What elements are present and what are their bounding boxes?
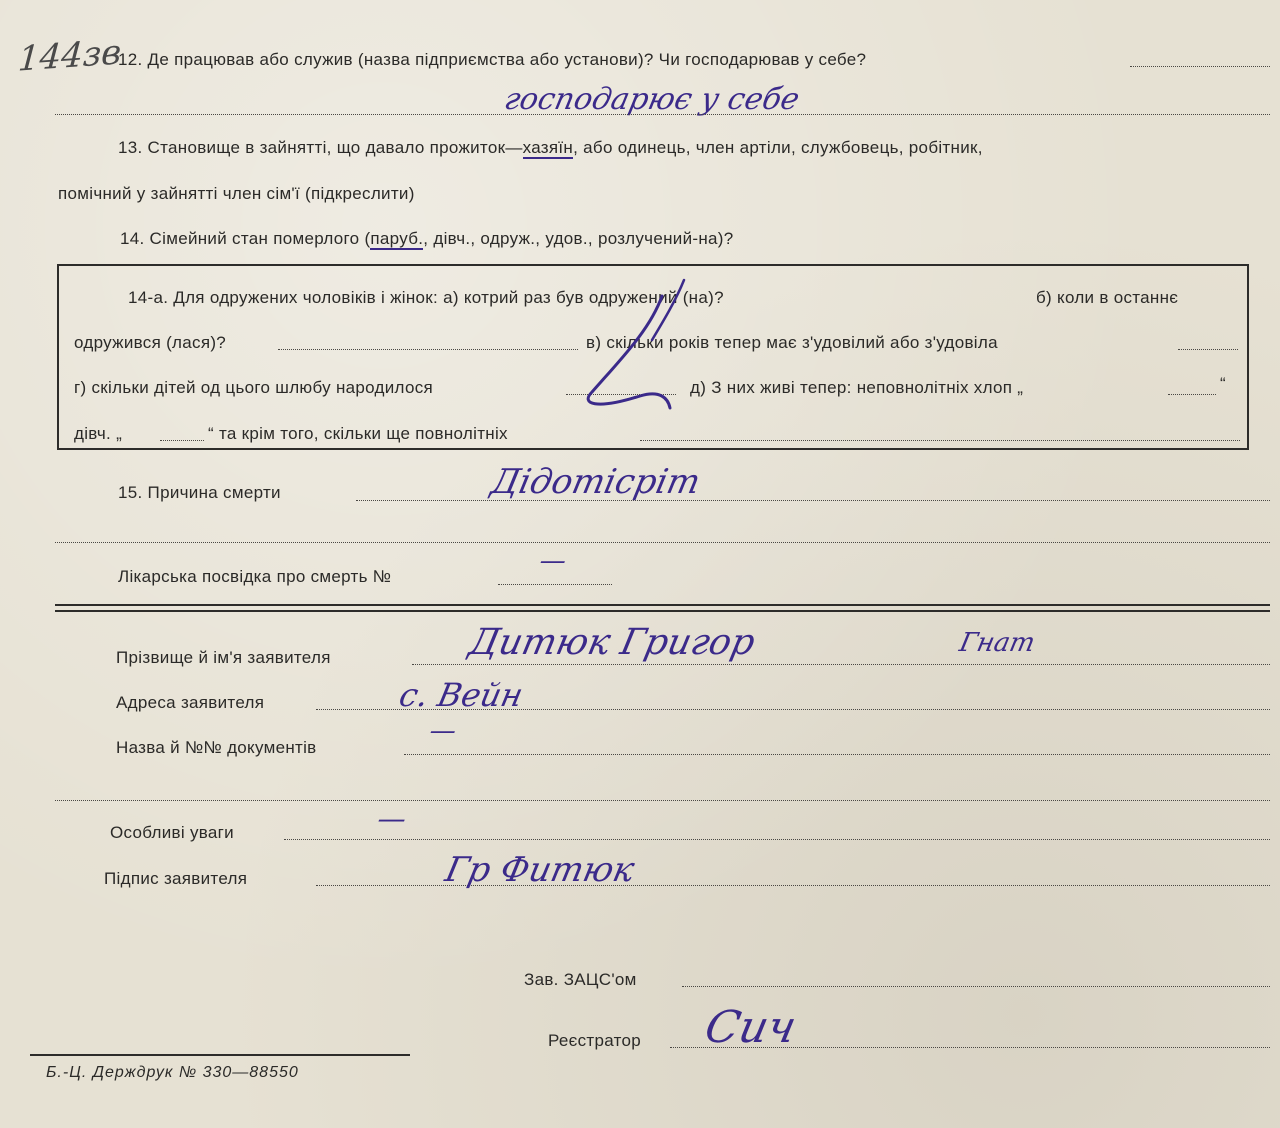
head-label: Зав. ЗАЦС'ом [524, 970, 637, 989]
printer-line: Б.-Ц. Держдрук № 330—88550 [46, 1064, 299, 1081]
applicant-name-label: Прізвище й ім'я заявителя [116, 648, 331, 667]
applicant-signature: Гр Фитюк [441, 850, 638, 890]
certificate-label: Лікарська посвідка про смерть № [118, 567, 392, 586]
q14a-line1: 14-а. Для одружених чоловіків і жінок: а) котрий раз був одружений (на)? [128, 288, 724, 307]
q15-answer: Дідотісріт [487, 462, 704, 502]
q14a-line3c: “ [1220, 374, 1226, 393]
q13-underlined-option: хазяїн [522, 138, 574, 157]
q12-answer: господарює у себе [501, 82, 803, 117]
q15-label: 15. Причина смерти [118, 483, 281, 502]
applicant-name-value: Дитюк Григор [465, 622, 759, 663]
q14a-line3a: г) скільки дітей од цього шлюбу народилося [74, 378, 434, 397]
margin-note: 144зв [16, 32, 123, 80]
certificate-dotted-line [498, 584, 612, 585]
section-divider-top [55, 604, 1270, 606]
q14a-line2b: в) скільки років тепер має з'удовілий або з'удовіла [586, 333, 998, 352]
registrar-label: Реєстратор [548, 1031, 642, 1050]
q13-line1-pre: 13. Становище в зайнятті, що давало прожиток— [118, 138, 523, 157]
certificate-answer: — [536, 546, 570, 576]
q15-answer-line2 [55, 542, 1270, 543]
section-divider-bottom [55, 610, 1270, 612]
registrar-signature: Сич [700, 1002, 801, 1053]
q14-underlined-option: паруб. [370, 229, 424, 248]
q14-post: , дівч., одруж., удов., розлучений-на)? [423, 229, 734, 248]
q14a-line4b: “ та крім того, скільки ще повнолітніх [208, 424, 508, 443]
applicant-docs-value: — [426, 716, 460, 746]
applicant-docs-label: Назва й №№ документів [116, 738, 317, 757]
head-line [682, 986, 1270, 987]
q13-line1-post: , або одинець, член артіли, службовець, робітник, [573, 138, 983, 157]
q13-line2: помічний у зайнятті член сім'ї (підкреслити) [58, 184, 415, 203]
applicant-name-value-2: Гнат [956, 628, 1038, 658]
applicant-address-label: Адреса заявителя [116, 693, 265, 712]
q14a-line1b: б) коли в останнє [1036, 288, 1179, 307]
notes-line [284, 839, 1270, 840]
applicant-name-line [412, 664, 1270, 665]
applicant-docs-line [404, 754, 1270, 755]
signature-label: Підпис заявителя [104, 869, 248, 888]
notes-label: Особливі уваги [110, 823, 234, 842]
applicant-docs-line-2 [55, 800, 1270, 801]
footer-rule [30, 1054, 410, 1056]
notes-value: — [374, 802, 410, 835]
applicant-address-value: с. Вейн [395, 676, 527, 714]
q14a-line4a: дівч. „ [74, 424, 123, 443]
q14a-line3b: д) З них живі тепер: неповнолітніх хлоп „ [690, 378, 1024, 397]
q12-label: 12. Де працював або служив (назва підприємства або установи)? Чи господарював у себе? [118, 50, 867, 69]
q14a-line2a: одружився (лася)? [74, 333, 227, 352]
q14-pre: 14. Сімейний стан померлого ( [120, 229, 371, 248]
